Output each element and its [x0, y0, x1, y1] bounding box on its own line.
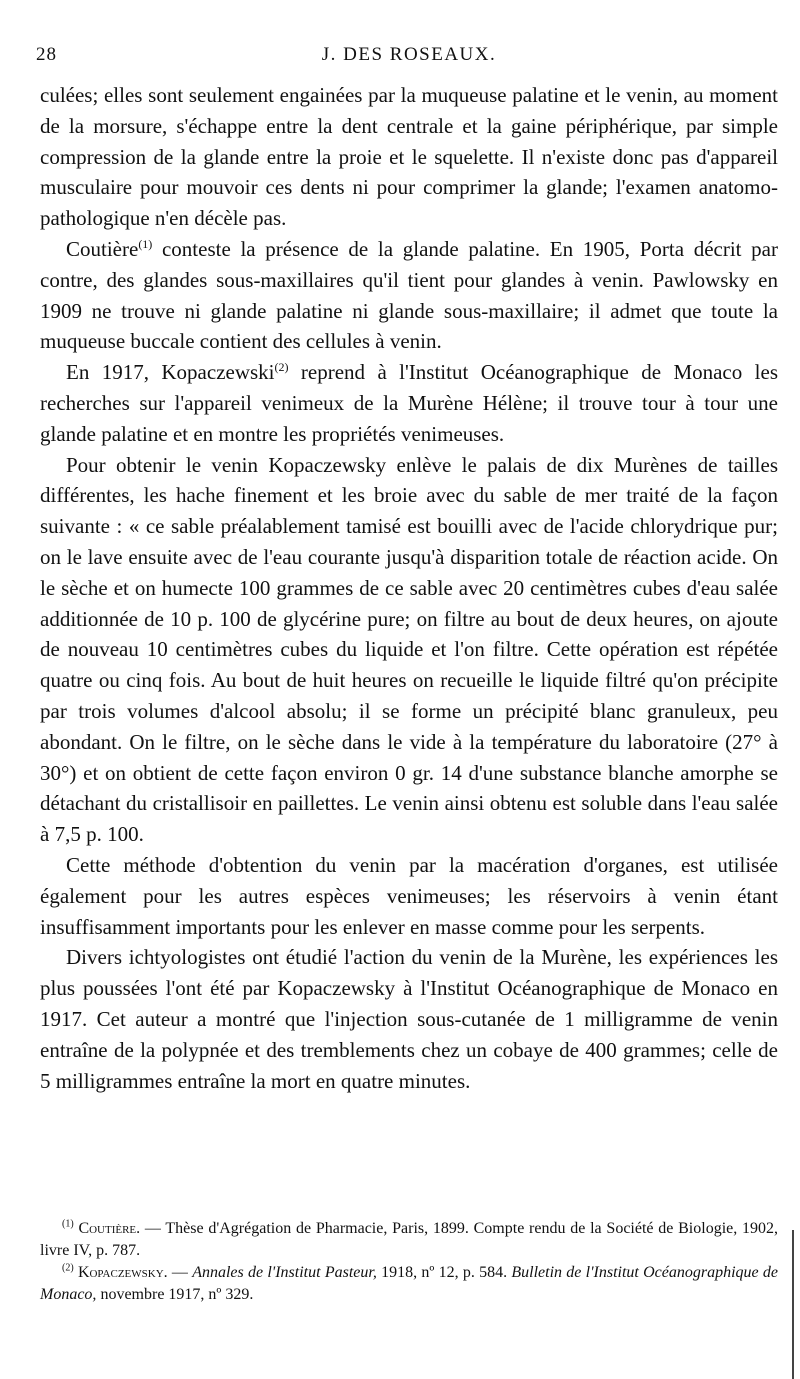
running-head: J. DES ROSEAUX. — [321, 44, 497, 65]
paragraph-6: Divers ichtyologistes ont étudié l'action du venin de la Murène, les expériences les plus poussées l'ont été par Kopaczewsky à l'Institut Océanographique de Monaco en 1917. Cet auteur a montré que l'injection sous-cutanée de 1 milligramme de venin entraîne de la polypnée et des tremblements chez un cobaye de 400 grammes; celle de 5 milligrammes entraîne la mort en quatre minutes. — [40, 945, 778, 1093]
paragraph-3 — [40, 357, 778, 449]
paragraph-3-start: En 1917, Kopaczewski — [66, 360, 275, 385]
footnote-2-dash: — — [167, 1264, 193, 1281]
paragraph-3-rest: reprend à l'Institut Océanographique de Monaco les recherches sur l'appareil venimeux de la Murène Hélène; il trouve tour à tour une glande palatine et en montre les propriétés venimeuses. — [40, 360, 778, 446]
body-text — [40, 80, 778, 1096]
footnote-1-text: — Thèse d'Agrégation de Pharmacie, Paris, 1899. Compte rendu de la Société de Biologie, 1902, livre IV, p. 787. — [40, 1220, 778, 1259]
footnote-2-journal-1: Annales de l'Institut Pasteur, — [192, 1264, 377, 1281]
footnote-ref-1: (1) — [138, 236, 153, 251]
footnote-2-journal-2: Bulletin de l'Institut Océanographique de Monaco, — [40, 1264, 778, 1303]
footnote-1 — [40, 1218, 778, 1262]
footnote-2-middle: 1918, nº 12, p. 584. — [376, 1264, 512, 1281]
footnote-1-mark: (1) — [62, 1218, 74, 1230]
paragraph-4: Pour obtenir le venin Kopaczewsky enlève le palais de dix Murènes de tailles différentes, les hache finement et les broie avec du sable de mer traité de la façon suivante : « ce sable préalablement tamisé est bouilli avec de l'acide chlorydrique pur; on le lave ensuite avec de l'eau courante jusqu'à disparition totale de réaction acide. On le sèche et on humecte 100 grammes de ce sable avec 20 centimètres cubes d'eau salée additionnée de 10 p. 100 de glycérine pure; on filtre au bout de deux heures, on ajoute de nouveau 10 centimètres cubes du liquide et l'on filtre. Cette opération est répétée quatre ou cinq fois. Au bout de huit heures on recueille le liquide filtré qu'on précipite par trois volumes d'alcool absolu; il se forme un précipité blanc granuleux, peu abondant. On le filtre, on le sèche dans le vide à la température du laboratoire (27° à 30°) et on obtient de cette façon environ 0 gr. 14 d'une substance blanche amorphe se détachant du cristallisoir en paillettes. Le venin ainsi obtenu est soluble dans l'eau salée à 7,5 p. 100. — [40, 452, 778, 847]
footnotes — [40, 1218, 778, 1306]
paragraph-1: culées; elles sont seulement engainées par la muqueuse palatine et le venin, au moment de la morsure, s'échappe entre la dent centrale et la gaine périphérique, par simple compression de la glande entre la proie et le squelette. Il n'existe donc pas d'appareil musculaire pour mouvoir ces dents ni pour comprimer la glande; l'examen anatomo-pathologique n'en décèle pas. — [40, 83, 778, 231]
footnote-2-end: novembre 1917, nº 329. — [96, 1286, 254, 1303]
page-header — [36, 44, 778, 74]
paragraph-2-rest: conteste la présence de la glande palatine. En 1905, Porta décrit par contre, des glandes sous-maxillaires qu'il tient pour glandes à venin. Pawlowsky en 1909 ne trouve ni glande palatine ni glande sous-maxillaire; il admet que toute la muqueuse buccale contient des cellules à venin. — [40, 236, 778, 354]
paragraph-5: Cette méthode d'obtention du venin par la macération d'organes, est utilisée également pour les autres espèces venimeuses; les réservoirs à venin étant insuffisamment importants pour les enlever en masse comme pour les serpents. — [40, 852, 778, 939]
page-number: 28 — [36, 44, 57, 65]
document-page — [36, 0, 778, 1379]
paragraph-2-start: Coutière — [66, 236, 139, 261]
footnote-ref-2: (2) — [274, 360, 289, 375]
footnote-2-mark: (2) — [62, 1262, 74, 1274]
footnote-2 — [40, 1262, 778, 1306]
footnote-2-author: Kopaczewsky. — [77, 1264, 168, 1281]
paragraph-2 — [40, 234, 778, 357]
footnote-1-author: Coutière. — [78, 1220, 141, 1237]
scan-edge-line — [792, 1230, 794, 1379]
